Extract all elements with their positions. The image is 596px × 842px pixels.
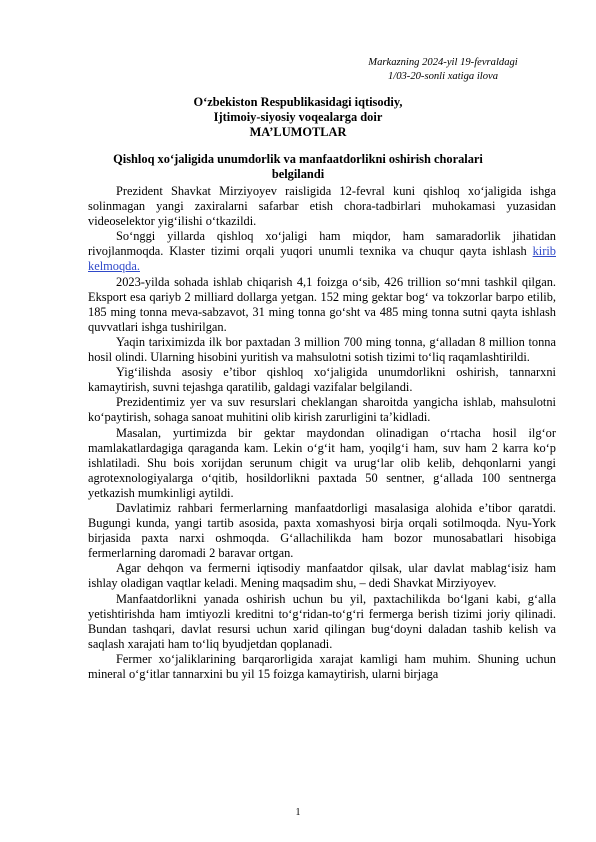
heading-line-3: MA’LUMOTLAR bbox=[249, 125, 347, 139]
paragraph-9: Agar dehqon va fermerni iqtisodiy manfaatdor qilsak, ular davlat mablag‘isiz ham ishlay oladigan vaqtlar keladi. Mening maqsadim shu, – dedi Shavkat Mirziyoyev. bbox=[88, 561, 556, 591]
paragraph-1: Prezident Shavkat Mirziyoyev raisligida 12-fevral kuni qishloq xo‘jaligida ishga solinmagan yangi zaxiralarni safarbar etish chora-tadbirlari muhokamasi yuzasidan videoselektor yig‘ilishi o‘tkazildi. bbox=[88, 184, 556, 229]
paragraph-3: 2023-yilda sohada ishlab chiqarish 4,1 foizga o‘sib, 426 trillion so‘mni tashkil qilgan. Eksport esa qariyb 2 milliard dollarga yetgan. 152 ming gektar bog‘ va tokzorlar barpo etilib, 185 ming tonna meva-sabzavot, 31 ming tonna go‘sht va 485 ming tonna sutni qayta ishlash quvvatlari ishga tushirilgan. bbox=[88, 274, 556, 334]
paragraph-7: Masalan, yurtimizda bir gektar maydondan olinadigan o‘rtacha hosil ilg‘or mamlakatlardagiga qaraganda kam. Lekin o‘g‘it ham, yoqilg‘i ham, suv ham 2 karra ko‘p ishlatiladi. Shu bois xorijdan serunum chigit va urug‘lar olib kelib, dehqonlarni yangi agrotexnologiyalarga o‘qitib, hosildorlikni paxtada 50 sentner, g‘allada 100 sentnerga yetkazish mumkinligi aytildi. bbox=[88, 425, 556, 500]
article-body bbox=[88, 184, 556, 682]
paragraph-11: Fermer xo‘jaliklarining barqarorligida xarajat kamligi ham muhim. Shuning uchun mineral o‘g‘itlar tannarxini bu yil 15 foizga kamaytirish, ularni birjaga bbox=[88, 651, 556, 681]
heading-line-1: O‘zbekiston Respublikasidagi iqtisodiy, bbox=[193, 95, 403, 109]
paragraph-10: Manfaatdorlikni yanada oshirish uchun bu yil, paxtachilikda bo‘lgani kabi, g‘alla yetishtirishda ham imtiyozli kreditni to‘g‘ridan-to‘g‘ri fermerga berish tizimi joriy qilinadi. Bundan tashqari, davlat resursi uchun xarid qilingan bug‘doyni daladan tashib kelish va saqlash xarajati ham to‘liq byudjetdan qoplanadi. bbox=[88, 591, 556, 651]
attachment-note-line-2: 1/03-20-sonli xatiga ilova bbox=[387, 71, 499, 82]
page-number: 1 bbox=[295, 807, 301, 818]
paragraph-8: Davlatimiz rahbari fermerlarning manfaatdorligi masalasiga alohida e’tibor qaratdi. Bugungi kunda, yangi tartib asosida, paxta xomashyosi birja orqali sotilmoqda. Nyu-York birjasida paxta narxi oshmoqda. G‘allachilikda ham bozor munosabatlari hisobiga fermerlarning daromadi 2 baravar ortgan. bbox=[88, 500, 556, 561]
paragraph-4: Yaqin tariximizda ilk bor paxtadan 3 million 700 ming tonna, g‘alladan 8 million tonna hosil olindi. Ularning hisobini yuritish va mahsulotni sotish tizimi to‘liq raqamlashtirildi. bbox=[88, 334, 556, 365]
paragraph-6: Prezidentimiz yer va suv resurslari cheklangan sharoitda yangicha ishlab, mahsulotni ko‘paytirish, sohaga sanoat muhitini olib kirish zarurligini ta’kidladi. bbox=[88, 395, 556, 425]
inline-link[interactable]: kirib kelmoqda. bbox=[88, 244, 556, 274]
attachment-note bbox=[330, 56, 556, 84]
paragraph-5: Yig‘ilishda asosiy e’tibor qishloq xo‘jaligida unumdorlikni oshirish, tannarxni kamaytirish, suvni tejashga qaratilib, galdagi vazifalar belgilandi. bbox=[88, 365, 556, 395]
heading-line-2: Ijtimoiy-siyosiy voqealarga doir bbox=[213, 110, 383, 124]
document-heading bbox=[150, 95, 446, 140]
attachment-note-line-1: Markazning 2024-yil 19-fevraldagi bbox=[368, 57, 518, 68]
article-title: Qishloq xo‘jaligida unumdorlik va manfaatdorlikni oshirish choralari belgilandi bbox=[113, 152, 483, 181]
paragraph-2 bbox=[88, 229, 556, 274]
paragraph-2-text: So‘nggi yillarda qishloq xo‘jaligi ham miqdor, ham samaradorlik jihatidan rivojlanmoqda. Klaster tizimi orqali yuqori unumli texnika va chuqur qayta ishlash bbox=[88, 229, 556, 259]
